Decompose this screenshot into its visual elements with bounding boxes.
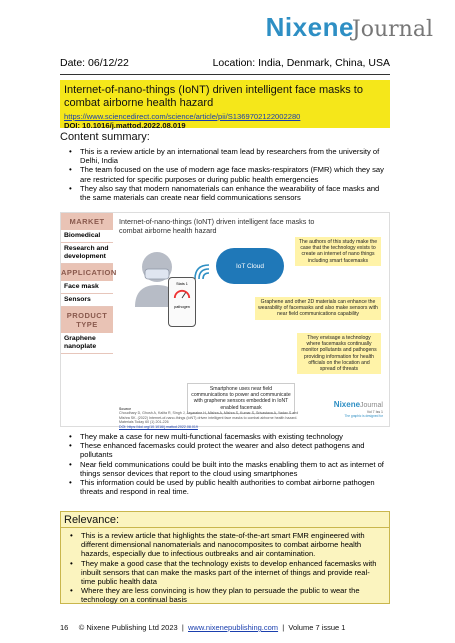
list-item: • The team focused on the use of modern age face masks-respirators (FMR) which they say are restricted for specific purposes or during public health emergencies xyxy=(78,165,388,183)
article-meta xyxy=(60,57,390,75)
footer-volume: Volume 7 issue 1 xyxy=(288,623,346,632)
infographic xyxy=(60,212,390,427)
logo-brand: Nixene xyxy=(265,12,354,42)
list-item: • They also say that modern nanomaterials can enhance the wearability of face masks and the same materials can create near field communications sensors xyxy=(78,184,388,202)
figure-note: Graphene and other 2D materials can enhance the wearability of facemasks and also make sensors with near field communications capability xyxy=(255,297,381,320)
article-link[interactable]: https://www.sciencedirect.com/science/article/pii/S1369702122002280 xyxy=(64,112,301,121)
figure-title: Internet-of-nano-things (IoNT) driven intelligent face masks to combat airborne health hazard xyxy=(119,217,315,235)
sidebar-head-market: MARKET xyxy=(61,213,113,230)
iot-cloud: IoT Cloud xyxy=(216,248,284,284)
sidebar-item: Face mask xyxy=(61,281,113,294)
list-item: • They make a case for new multi-functional facemasks with existing technology xyxy=(78,432,388,441)
phone-screen-text: Stats 1 xyxy=(176,282,188,286)
article-doi: DOI: 10.1016/j.mattod.2022.08.019 xyxy=(64,121,186,130)
figure-sidebar xyxy=(61,213,117,426)
sidebar-item: Research and development xyxy=(61,243,113,264)
page-number: 16 xyxy=(60,623,69,632)
findings-list xyxy=(78,432,388,496)
list-item: • They make a good case that the technology exists to develop enhanced facemasks with inbuilt sensors that can make the masks part of the internet of things and provide real-time public health data xyxy=(79,559,381,587)
list-item: • This is a review article by an international team lead by researchers from the university of Delhi, India xyxy=(78,147,388,165)
phone-screen-subtext: pathogen xyxy=(174,305,190,309)
summary-list xyxy=(78,147,388,202)
source-citation: Choudhary D, Ghosh A, Kalita R, Singh J, Jayaratne H, Mishra A, Mishra S, Kumar S, Srivastava A, Yadav S and Mishra SK. (2022) Internet-of-nano-things (IoNT) driven intelligent face masks to combat airborne health hazard. Materials Today 60 (1) 201-226 xyxy=(119,411,299,425)
title-box xyxy=(60,80,390,128)
figure-note: The authors of this study make the case that the technology exists to create an internet of nano things including smart facemasks xyxy=(295,237,381,266)
logo-sub: Journal xyxy=(351,17,433,42)
relevance-list xyxy=(79,531,381,605)
source-link[interactable]: DOI: https://doi.org/10.1016/j.mattod.2022.08.019 xyxy=(119,424,198,429)
smartphone-icon xyxy=(168,277,196,327)
list-item: • These enhanced facemasks could protect the wearer and also detect pathogens and pollutants xyxy=(78,441,388,459)
relevance-divider xyxy=(61,527,389,528)
relevance-heading: Relevance: xyxy=(64,514,120,526)
journal-logo xyxy=(266,14,433,41)
sidebar-head-application: APPLICATION xyxy=(61,264,113,281)
footer-separator: | xyxy=(282,623,285,632)
list-item: • Where they are less convincing is how they plan to persuade the public to wear the technology on a continual basis xyxy=(79,586,381,604)
sidebar-item: Graphene nanoplate xyxy=(61,333,113,354)
figure-source xyxy=(119,407,309,429)
article-location: Location: India, Denmark, China, USA xyxy=(212,57,390,69)
figure-logo-brand: Nixene xyxy=(333,400,361,410)
figure-logo xyxy=(334,395,383,418)
footer-separator: | xyxy=(181,623,184,632)
list-item: • Near field communications could be built into the masks enabling them to act as internet of things sensor devices that report to the cloud using smartphones xyxy=(78,460,388,478)
figure-note: Smartphone uses near field communications to power and communicate with graphene sensors embedded in IoNT enabled facemask xyxy=(187,383,295,414)
gauge-icon xyxy=(173,288,191,299)
source-heading: Source xyxy=(119,407,132,411)
sidebar-head-product-type: PRODUCT TYPE xyxy=(61,307,113,333)
sidebar-item: Sensors xyxy=(61,294,113,307)
list-item: • This information could be used by public health authorities to combat airborne pathogen threats and respond in real time. xyxy=(78,478,388,496)
list-item: • This is a review article that highlights the state-of-the-art smart FMR engineered with different dimensional nanomaterials and nanocomposites to combat airborne health hazards, especially due to infectious outbreaks and air contamination. xyxy=(79,531,381,559)
figure-logo-sub: Journal xyxy=(360,402,383,410)
page-footer xyxy=(60,623,390,632)
article-title: Internet-of-nano-things (IoNT) driven intelligent face masks to combat airborne health hazard xyxy=(64,84,363,109)
figure-logo-volume: Vol 7 Iss 1 xyxy=(366,410,383,415)
figure-note: They envisage a technology where facemasks continually monitor pollutants and pathogens providing information for health officials on the location and spread of threats xyxy=(297,333,381,374)
footer-copyright: © Nixene Publishing Ltd 2023 xyxy=(78,623,178,632)
footer-website-link[interactable]: www.nixenepublishing.com xyxy=(188,623,279,632)
sidebar-item: Biomedical xyxy=(61,230,113,243)
summary-heading: Content summary: xyxy=(60,131,150,143)
relevance-box xyxy=(60,511,390,604)
article-date: Date: 06/12/22 xyxy=(60,57,129,69)
figure-logo-web: The graphic is designed for xyxy=(344,413,383,418)
